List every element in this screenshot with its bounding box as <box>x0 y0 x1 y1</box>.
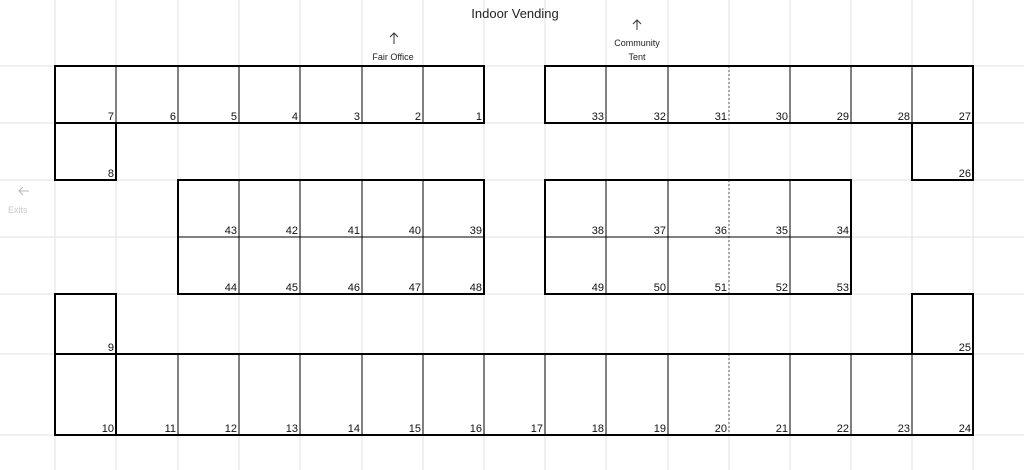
booth-32: 32 <box>653 111 666 123</box>
booth-5: 5 <box>230 111 237 123</box>
booth-19: 19 <box>653 423 666 435</box>
arrow-left-icon <box>19 187 29 195</box>
booth-42: 42 <box>285 225 298 237</box>
booth-36: 36 <box>714 225 727 237</box>
booth-numbers <box>102 111 971 435</box>
booth-23: 23 <box>897 423 910 435</box>
booth-6: 6 <box>169 111 176 123</box>
booth-43: 43 <box>224 225 237 237</box>
booth-4: 4 <box>291 111 298 123</box>
booth-3: 3 <box>353 111 360 123</box>
booth-9: 9 <box>107 342 114 354</box>
booth-39: 39 <box>469 225 482 237</box>
booth-8: 8 <box>107 168 114 180</box>
booth-40: 40 <box>408 225 421 237</box>
booth-50: 50 <box>653 282 666 294</box>
exits-label: Exits <box>8 205 28 215</box>
page-title: Indoor Vending <box>471 6 559 21</box>
booth-15: 15 <box>408 423 421 435</box>
community-tent-label-line2: Tent <box>628 52 646 62</box>
booth-1: 1 <box>475 111 482 123</box>
booth-45: 45 <box>285 282 298 294</box>
booth-outlines <box>55 66 973 435</box>
booth-26: 26 <box>958 168 971 180</box>
booth-53: 53 <box>836 282 849 294</box>
booth-11: 11 <box>164 423 176 435</box>
booth-16: 16 <box>469 423 482 435</box>
booth-20: 20 <box>714 423 727 435</box>
booth-27: 27 <box>958 111 971 123</box>
booth-51: 51 <box>714 282 727 294</box>
booth-47: 47 <box>408 282 421 294</box>
booth-7: 7 <box>107 111 114 123</box>
booth-30: 30 <box>775 111 788 123</box>
booth-35: 35 <box>775 225 788 237</box>
booth-28: 28 <box>897 111 910 123</box>
booth-18: 18 <box>591 423 604 435</box>
community-tent-label-line1: Community <box>614 38 660 48</box>
booth-2: 2 <box>414 111 421 123</box>
arrow-up-icon <box>390 33 398 44</box>
booth-49: 49 <box>591 282 604 294</box>
booth-44: 44 <box>224 282 237 294</box>
booth-48: 48 <box>469 282 482 294</box>
booth-37: 37 <box>653 225 666 237</box>
booth-10: 10 <box>101 423 114 435</box>
booth-13: 13 <box>285 423 298 435</box>
booth-24: 24 <box>958 423 971 435</box>
booth-14: 14 <box>347 423 360 435</box>
booth-17: 17 <box>530 423 543 435</box>
booth-34: 34 <box>836 225 849 237</box>
booth-52: 52 <box>775 282 788 294</box>
booth-31: 31 <box>714 111 727 123</box>
booth-25: 25 <box>958 342 971 354</box>
booth-41: 41 <box>347 225 360 237</box>
booth-46: 46 <box>347 282 360 294</box>
booth-22: 22 <box>836 423 849 435</box>
arrow-up-icon <box>633 20 641 30</box>
booth-38: 38 <box>591 225 604 237</box>
booth-29: 29 <box>836 111 849 123</box>
booth-21: 21 <box>775 423 788 435</box>
booth-12: 12 <box>224 423 237 435</box>
booth-33: 33 <box>591 111 604 123</box>
fair-office-label: Fair Office <box>372 52 414 62</box>
